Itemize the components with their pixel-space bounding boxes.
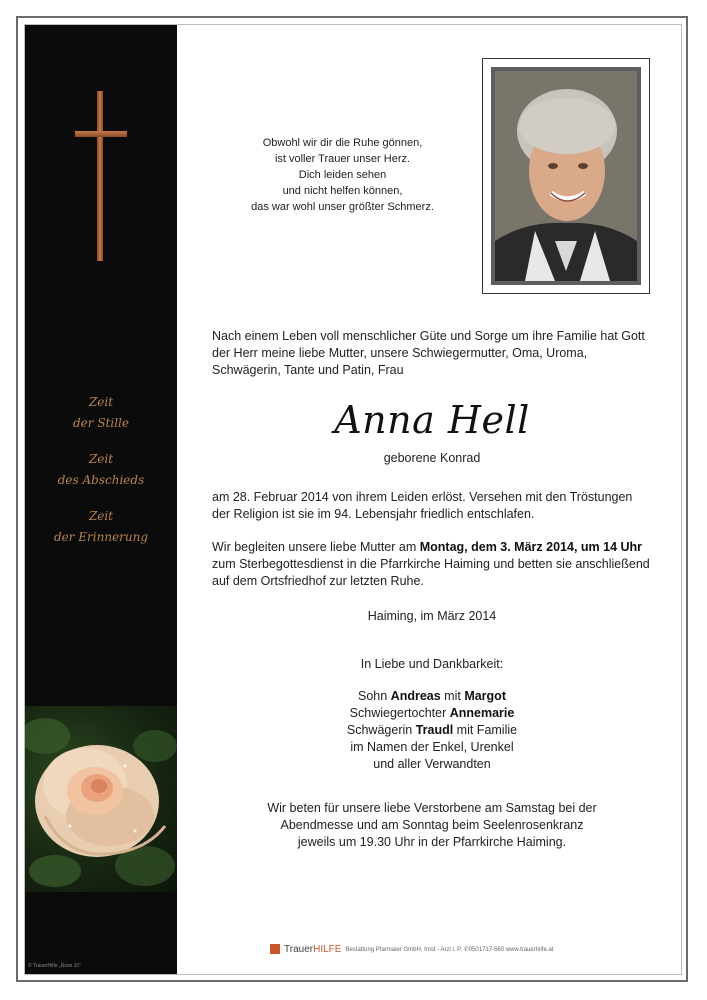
footer-logo-text: TrauerHILFE	[284, 943, 342, 955]
rose-image	[25, 706, 177, 892]
mourner-line: Sohn Andreas mit Margot	[358, 689, 506, 703]
mourner-line: im Namen der Enkel, Urenkel	[350, 740, 514, 754]
side-text-erinnerung: Zeit der Erinnerung	[53, 509, 149, 544]
poem-line: Obwohl wir dir die Ruhe gönnen,	[262, 137, 423, 149]
poem-line: ist voller Trauer unser Herz.	[274, 153, 411, 165]
trauerhilfe-logo-icon	[270, 944, 280, 954]
poem-line: und nicht helfen können,	[282, 185, 403, 197]
prayer-text: Wir beten für unsere liebe Verstorbene am Samstag bei der Abendmesse und am Sonntag beim Seelenrosenkranz jeweils um 19.30 Uhr in der Pfarrkirche Haiming.	[267, 801, 597, 849]
mourner-line: Schwägerin Traudl mit Familie	[346, 723, 518, 737]
death-text: am 28. Februar 2014 von ihrem Leiden erlöst. Versehen mit den Tröstungen der Religion ist sie im 94. Lebensjahr friedlich entschlafen.	[212, 490, 633, 521]
side-text-abschied: Zeit des Abschieds	[57, 452, 145, 487]
poem-line: Dich leiden sehen	[298, 169, 387, 181]
portrait-frame	[482, 58, 650, 294]
maiden-name: geborene Konrad	[383, 451, 481, 465]
deceased-name: Anna Hell	[334, 398, 530, 442]
place-date: Haiming, im März 2014	[367, 609, 497, 623]
funeral-text: Wir begleiten unsere liebe Mutter am Montag, dem 3. März 2014, um 14 Uhr zum Sterbegottesdienst in die Pfarrkirche Haiming und betten sie anschließend auf dem Ortsfriedhof zur letzten Ruhe.	[212, 540, 650, 588]
poem	[215, 135, 470, 215]
portrait-photo	[495, 71, 637, 281]
mourner-line: Schwiegertochter Annemarie	[349, 706, 515, 720]
side-text-stille: Zeit der Stille	[73, 395, 129, 430]
intro-text: Nach einem Leben voll menschlicher Güte und Sorge um ihre Familie hat Gott der Herr meine liebe Mutter, unsere Schwiegermutter, Oma, Uroma, Schwägerin, Tante und Patin, Frau	[212, 329, 645, 377]
footer	[270, 942, 553, 956]
image-credit: © TrauerHilfe „Rose 10"	[28, 963, 81, 969]
poem-line: das war wohl unser größter Schmerz.	[251, 201, 434, 213]
mourners-list	[212, 688, 652, 773]
cross-icon	[75, 91, 127, 261]
mourner-line: und aller Verwandten	[373, 757, 491, 771]
closing-text: In Liebe und Dankbarkeit:	[360, 657, 504, 671]
footer-info: Bestattung Pfarmaier GmbH, Imst - Arzl i. P. ✆0501717-560 www.trauerhilfe.at	[345, 946, 554, 953]
